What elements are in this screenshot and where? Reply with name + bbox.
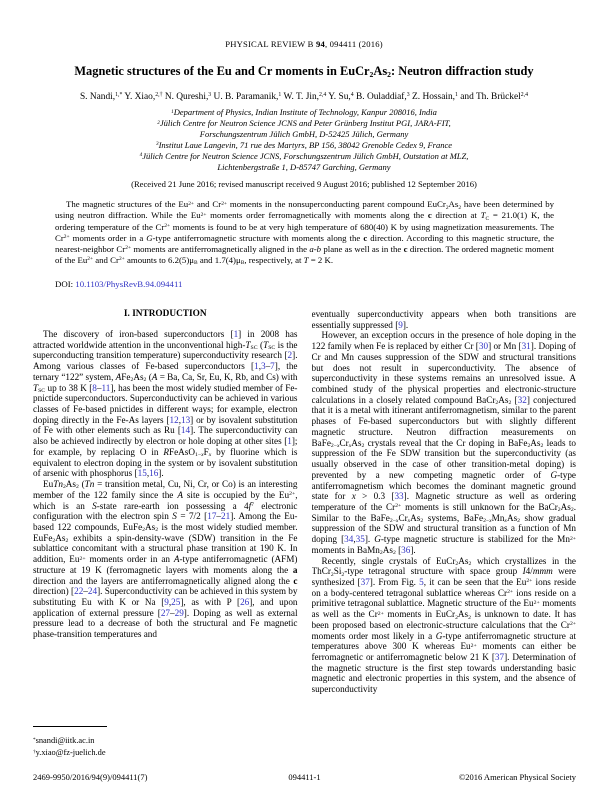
doi-line: [55, 279, 554, 289]
citation-link[interactable]: 21: [221, 511, 231, 522]
doi-label: DOI:: [55, 278, 74, 289]
citation-link[interactable]: 33: [394, 491, 404, 502]
page-footer: [33, 772, 576, 783]
citation-link[interactable]: 29: [174, 607, 184, 618]
footnote-block: [33, 726, 298, 761]
citation-link[interactable]: 22: [74, 586, 84, 597]
issn-identifier: 2469-9950/2016/94(9)/094411(7): [33, 772, 148, 782]
citation-link[interactable]: 9: [398, 319, 403, 330]
section-heading-introduction: I. INTRODUCTION: [123, 309, 207, 319]
citation-link[interactable]: 3: [260, 361, 266, 372]
citation-link[interactable]: 31: [521, 341, 531, 352]
citation-link[interactable]: 8: [92, 382, 97, 393]
citation-link[interactable]: 37: [494, 652, 505, 662]
citation-link[interactable]: 26: [240, 596, 250, 607]
authors-line: S. Nandi,$^{1,*}$ Y. Xiao,$^{2,\dagger}$ N. Qureshi,$^3$ U. B. Paramanik,$^1$ W. T. Jin,$^{2,4}$ Y. Su,$^4$ B. Ouladdiaf,$^3$ Z. Hossain,$^1$ and Th. Brückel$^{2,4}$: [79, 92, 529, 102]
affiliation-line: $^2$Jülich Centre for Neutron Science JCNS and Peter Grünberg Institut PGI, JARA-FIT,: [157, 117, 451, 128]
affiliation-line: Lichtenbergstraße 1, D-85747 Garching, Germany: [217, 161, 391, 172]
affiliation-line: $^3$Institut Laue Langevin, 71 rue des Martyrs, BP 156, 38042 Grenoble Cedex 9, France: [155, 139, 453, 150]
citation-link[interactable]: 27: [160, 607, 170, 618]
affiliations-block: [0, 107, 608, 172]
citation-link[interactable]: 34: [344, 534, 354, 545]
citation-link[interactable]: 1: [233, 329, 239, 339]
paper-title: Magnetic structures of the Eu and Cr moments in $EuCr_2As_2$: Neutron diffraction study: [74, 64, 534, 79]
footnote-rule: [33, 726, 107, 727]
affiliation-line: $^4$Jülich Centre for Neutron Science JCNS, Forschungszentrum Jülich GmbH, Outstation at MLZ,: [139, 150, 469, 161]
citation-link[interactable]: 17: [207, 511, 217, 522]
citation-link[interactable]: 12: [169, 414, 179, 425]
citation-link[interactable]: 2: [287, 350, 293, 361]
citation-link[interactable]: 36: [401, 544, 411, 555]
paragraph: eventually superconductivity appears when both transitions are essentially suppressed [9].: [311, 309, 576, 330]
left-column-text: [33, 309, 298, 726]
citation-link[interactable]: 32: [517, 394, 527, 405]
paragraph: Recently, single crystals of $EuCr_2As_2$ which crystallizes in the $ThCr_2Si_2$-type tetragonal structure with space group I4/mmm were synthesized [37]. From Fig. 5, it can be seen that the $Eu^{2+}$ ions reside on a body-centered tetragonal sublattice whereas $Cr^{2+}$ ions reside on a primitive tetragonal sublattice. Magnetic structure of the $Eu^{2+}$ moments as well as the $Cr^{2+}$ moments in $EuCr_2As_2$ is unknown to date. It has been proposed based on electronic-structure calculations that the $Cr^{2+}$ moments order most likely in a G-type antiferromagnetic structure at temperatures above 300 K whereas $Eu^{2+}$ moments can either be ferromagnetic or antiferromagnetic below 21 K [37]. Determination of the magnetic structure is the first step towards understanding basic magnetic and electronic properties in this system, and the absence of superconductivity: [311, 555, 576, 695]
paragraph: $EuTn_2As_2$ (Tn = transition metal, Cu, Ni, Cr, or Co) is an interesting member of the 122 family since the A site is occupied by the $Eu^{2+}$, which is an S-state rare-earth ion possessing a $4f^7$ electronic configuration with the electron spin S = 7/2 [17–21]. Among the Eu-based 122 compounds, $EuFe_2As_2$ is the most widely studied member. $EuFe_2As_2$ exhibits a spin-density-wave (SDW) transition in the Fe sublattice concomitant with a structural phase transition at 190 K. In addition, $Eu^{2+}$ moments order in an A-type antiferromagnetic (AFM) structure at 19 K (ferromagnetic layers with moments along the a direction and the layers are antiferromagnetically aligned along the c direction) [22–24]. Superconductivity can be achieved in this system by substituting Eu with K or Na [9,25], as with P [26], and upon application of external pressure [27–29]. Doping as well as external pressure lead to a decrease of both the structural and Fe magnetic phase-transition temperatures and: [33, 479, 298, 640]
received-dates: (Received 21 June 2016; revised manuscript received 9 August 2016; published 12 September 2016): [131, 179, 477, 190]
citation-link[interactable]: 37: [360, 576, 370, 587]
citation-link[interactable]: 14: [180, 425, 191, 436]
paragraph: The discovery of iron-based superconductors [1] in 2008 has attracted worldwide attention in the unconventional high-$T_{SC}$ ($T_{SC}$ is the superconducting transition temperature) superconductivity research [2]. Among various classes of Fe-based superconductors [1,3–7], the ternary “122” system, $AFe_2As_2$ (A = Ba, Ca, Sr, Eu, K, Rb, and Cs) with $T_{SC}$ up to 38 K [8–11], has been the most widely studied member of Fe-pnictide superconductors. Superconductivity can be achieved in various classes of Fe-based pnictides in different ways; for example, electron doping directly in the Fe-As layers [12,13] or by isovalent substitution of Fe with other elements such as Ru [14]. The superconductivity can also be achieved indirectly by electron or hole doping at other sites [1]; for example, by replacing O in $RFeAsO_{1-x}F_x$ by fluorine which is equivalent to electron doping in the system or by isovalent substitution of arsenic with phosphorus [15,16].: [33, 329, 298, 479]
citation-link[interactable]: 7: [270, 361, 275, 372]
citation-link[interactable]: 15: [137, 468, 147, 479]
citation-link[interactable]: 25: [171, 596, 181, 607]
footnote-email-corresponding: *snandi@iitk.ac.in: [33, 736, 95, 745]
affiliation-line: $^1$Department of Physics, Indian Institute of Technology, Kanpur 208016, India: [171, 107, 437, 117]
citation-link[interactable]: 35: [355, 534, 365, 545]
citation-link[interactable]: 24: [87, 586, 98, 597]
citation-link[interactable]: 5: [419, 576, 424, 587]
paragraph: However, an exception occurs in the presence of hole doping in the 122 family when Fe is replaced by either Cr [30] or Mn [31]. Doping of Cr and Mn causes suppression of the SDW and structural transitions but does not result in superconductivity. The absence of superconductivity in these systems remains an unresolved issue. A combined study of the physical properties and electronic-structure calculations in a closely related compound $BaCr_2As_2$ [32] conjectured that it is a metal with itinerant antiferromagnetism, similar to the parent phases of Fe-based superconductors but with slightly different magnetic structure. Neutron diffraction measurements on $BaFe_{2-x}Cr_xAs_2$ crystals reveal that the Cr doping in $BaFe_2As_2$ leads to suppression of the Fe SDW transition but the superconductivity (as usually observed in the case of other transition-metal doping) is prevented by a new competing magnetic order of G-type antiferromagnetism which becomes the dominant magnetic ground state for x > 0.3 [33]. Magnetic structure as well as ordering temperature of the $Cr^{2+}$ moments is still unknown for the $BaCr_2As_2$. Similar to the $BaFe_{2-x}Cr_xAs_2$ systems, $BaFe_{2-x}Mn_xAs_2$ show gradual suppression of the SDW and structural transition as a function of Mn doping [34,35]. G-type magnetic structure is stabilized for the $Mn^{2+}$ moments in $BaMn_2As_2$ [36].: [311, 330, 576, 557]
copyright-notice: ©2016 American Physical Society: [458, 772, 576, 782]
citation-link[interactable]: 30: [478, 341, 489, 352]
journal-header: PHYSICAL REVIEW B 94, 094411 (2016): [225, 39, 383, 49]
page-number: 094411-1: [288, 772, 321, 782]
citation-link[interactable]: 13: [180, 414, 191, 425]
two-column-body: [33, 309, 576, 761]
citation-link[interactable]: 1: [287, 436, 292, 447]
left-column: [33, 309, 298, 761]
footnote-email-secondary: †y.xiao@fz-juelich.de: [33, 748, 106, 757]
citation-link[interactable]: 9: [164, 596, 169, 607]
citation-link[interactable]: 1: [254, 361, 259, 372]
citation-link[interactable]: 16: [149, 468, 159, 479]
right-column: [312, 309, 577, 761]
doi-link[interactable]: 10.1103/PhysRevB.94.094411: [75, 278, 183, 289]
citation-link[interactable]: 11: [101, 382, 111, 393]
abstract: The magnetic structures of the $Eu^{2+}$ and $Cr^{2+}$ moments in the nonsuperconducting parent compound $EuCr_2As_2$ have been determined by using neutron diffraction. While the $Eu^{2+}$ moments order ferromagnetically with moments along the c direction at $T_C = 21.0(1)$ K, the ordering temperature of the $Cr^{2+}$ moments is found to be at very high temperature of 680(40) K by using magnetization measurements. The $Cr^{2+}$ moments order in a G-type antiferromagnetic structure with moments along the c direction. According to this magnetic structure, the nearest-neighbor $Cr^{2+}$ moments are antiferromagnetically aligned in the a-b plane as well as in the c direction. The ordered magnetic moment of the $Eu^{2+}$ and $Cr^{2+}$ amounts to $6.2(5)\mu_B$ and $1.7(4)\mu_B$, respectively, at T = 2 K.: [55, 199, 555, 267]
affiliation-line: Forschungszentrum Jülich GmbH, D-52425 Jülich, Germany: [199, 128, 409, 139]
